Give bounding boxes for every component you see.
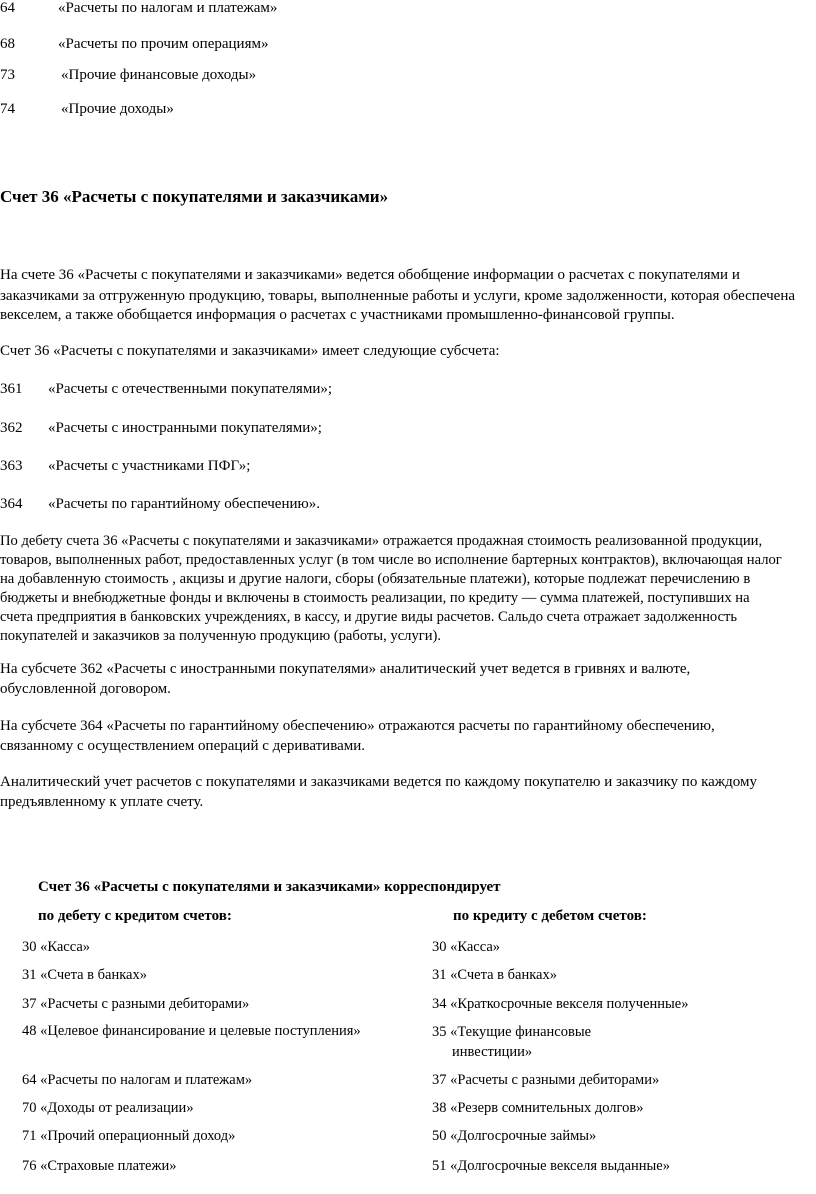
subaccount-code: 363 — [0, 458, 23, 474]
debit-account-item: 37 «Расчеты с разными дебиторами» — [22, 996, 250, 1012]
paragraph-line: На субсчете 362 «Расчеты с иностранными покупателями» аналитический учет ведется в гривнях и валюте, — [0, 661, 691, 677]
credit-account-item: 38 «Резерв сомнительных долгов» — [432, 1100, 644, 1116]
debit-account-item: 70 «Доходы от реализации» — [22, 1100, 194, 1116]
paragraph-line: счета предприятия в банковских учреждениях, в кассу, и другие виды расчетов. Сальдо счета отражает задолженность — [0, 609, 738, 625]
paragraph-line: По дебету счета 36 «Расчеты с покупателями и заказчиками» отражается продажная стоимость реализованной продукции, — [0, 533, 763, 549]
paragraph-line: покупателей и заказчиков за полученную продукцию (работы, услуги). — [0, 628, 442, 644]
subaccount-text: «Расчеты по гарантийному обеспечению». — [48, 496, 320, 512]
paragraph-line: заказчиками за отгруженную продукцию, товары, выполненные работы и услуги, кроме задолженности, которая обеспечена — [0, 288, 796, 304]
credit-account-item: 31 «Счета в банках» — [432, 967, 557, 983]
debit-account-item: 30 «Касса» — [22, 939, 91, 955]
credit-account-item: 30 «Касса» — [432, 939, 501, 955]
list-item-code: 68 — [0, 36, 15, 52]
list-item-text: «Прочие доходы» — [61, 101, 174, 117]
list-item-code: 73 — [0, 67, 15, 83]
paragraph-line: векселем, а также обобщается информация о расчетах с участниками промышленно-финансовой группы. — [0, 307, 675, 323]
list-item-text: «Прочие финансовые доходы» — [61, 67, 257, 83]
list-item-code: 74 — [0, 101, 15, 117]
list-item-text: «Расчеты по налогам и платежам» — [58, 0, 278, 16]
subaccount-text: «Расчеты с иностранными покупателями»; — [48, 420, 322, 436]
paragraph-line: Аналитический учет расчетов с покупателями и заказчиками ведется по каждому покупателю и заказчику по каждому — [0, 774, 758, 790]
debit-account-item: 48 «Целевое финансирование и целевые поступления» — [22, 1023, 361, 1039]
debit-account-item: 64 «Расчеты по налогам и платежам» — [22, 1072, 253, 1088]
paragraph-line: На счете 36 «Расчеты с покупателями и заказчиками» ведется обобщение информации о расчетах с покупателями и — [0, 267, 740, 283]
debit-account-item: 76 «Страховые платежи» — [22, 1158, 177, 1174]
credit-account-text: 35 «Текущие финансовые инвестиции» — [432, 1024, 592, 1060]
credit-account-item: 50 «Долгосрочные займы» — [432, 1128, 597, 1144]
credit-account-item: 37 «Расчеты с разными дебиторами» — [432, 1072, 660, 1088]
debit-account-item: 31 «Счета в банках» — [22, 967, 147, 983]
subaccount-code: 361 — [0, 381, 23, 397]
subaccount-text: «Расчеты с участниками ПФГ»; — [48, 458, 251, 474]
debit-account-item: 71 «Прочий операционный доход» — [22, 1128, 236, 1144]
subaccount-code: 362 — [0, 420, 23, 436]
subaccounts-intro: Счет 36 «Расчеты с покупателями и заказчиками» имеет следующие субсчета: — [0, 343, 500, 359]
credit-column-header: по кредиту с дебетом счетов: — [453, 908, 647, 924]
subaccount-code: 364 — [0, 496, 23, 512]
list-item-code: 64 — [0, 0, 15, 16]
section-title: Счет 36 «Расчеты с покупателями и заказчиками» — [0, 187, 389, 206]
credit-account-item: 51 «Долгосрочные векселя выданные» — [432, 1158, 670, 1174]
paragraph-line: предъявленному к уплате счету. — [0, 794, 204, 810]
credit-account-item — [432, 1022, 622, 1062]
list-item-text: «Расчеты по прочим операциям» — [58, 36, 269, 52]
subaccount-text: «Расчеты с отечественными покупателями»; — [48, 381, 333, 397]
paragraph-line: на добавленную стоимость , акцизы и другие налоги, сборы (обязательные платежи), которые подлежат перечислению в — [0, 571, 751, 587]
paragraph-line: товаров, выполненных работ, предоставленных услуг (в том числе во исполнение бартерных контрактов), включающая налог — [0, 552, 782, 568]
credit-account-item: 34 «Краткосрочные векселя полученные» — [432, 996, 689, 1012]
correspondence-title: Счет 36 «Расчеты с покупателями и заказчиками» корреспондирует — [38, 879, 501, 895]
paragraph-line: связанному с осуществлением операций с деривативами. — [0, 738, 366, 754]
debit-column-header: по дебету с кредитом счетов: — [38, 908, 232, 924]
paragraph-line: На субсчете 364 «Расчеты по гарантийному обеспечению» отражаются расчеты по гарантийному обеспечению, — [0, 718, 715, 734]
paragraph-line: обусловленной договором. — [0, 681, 171, 697]
paragraph-line: бюджеты и внебюджетные фонды и включены в стоимость реализации, по кредиту — сумма платежей, поступивших на — [0, 590, 750, 606]
